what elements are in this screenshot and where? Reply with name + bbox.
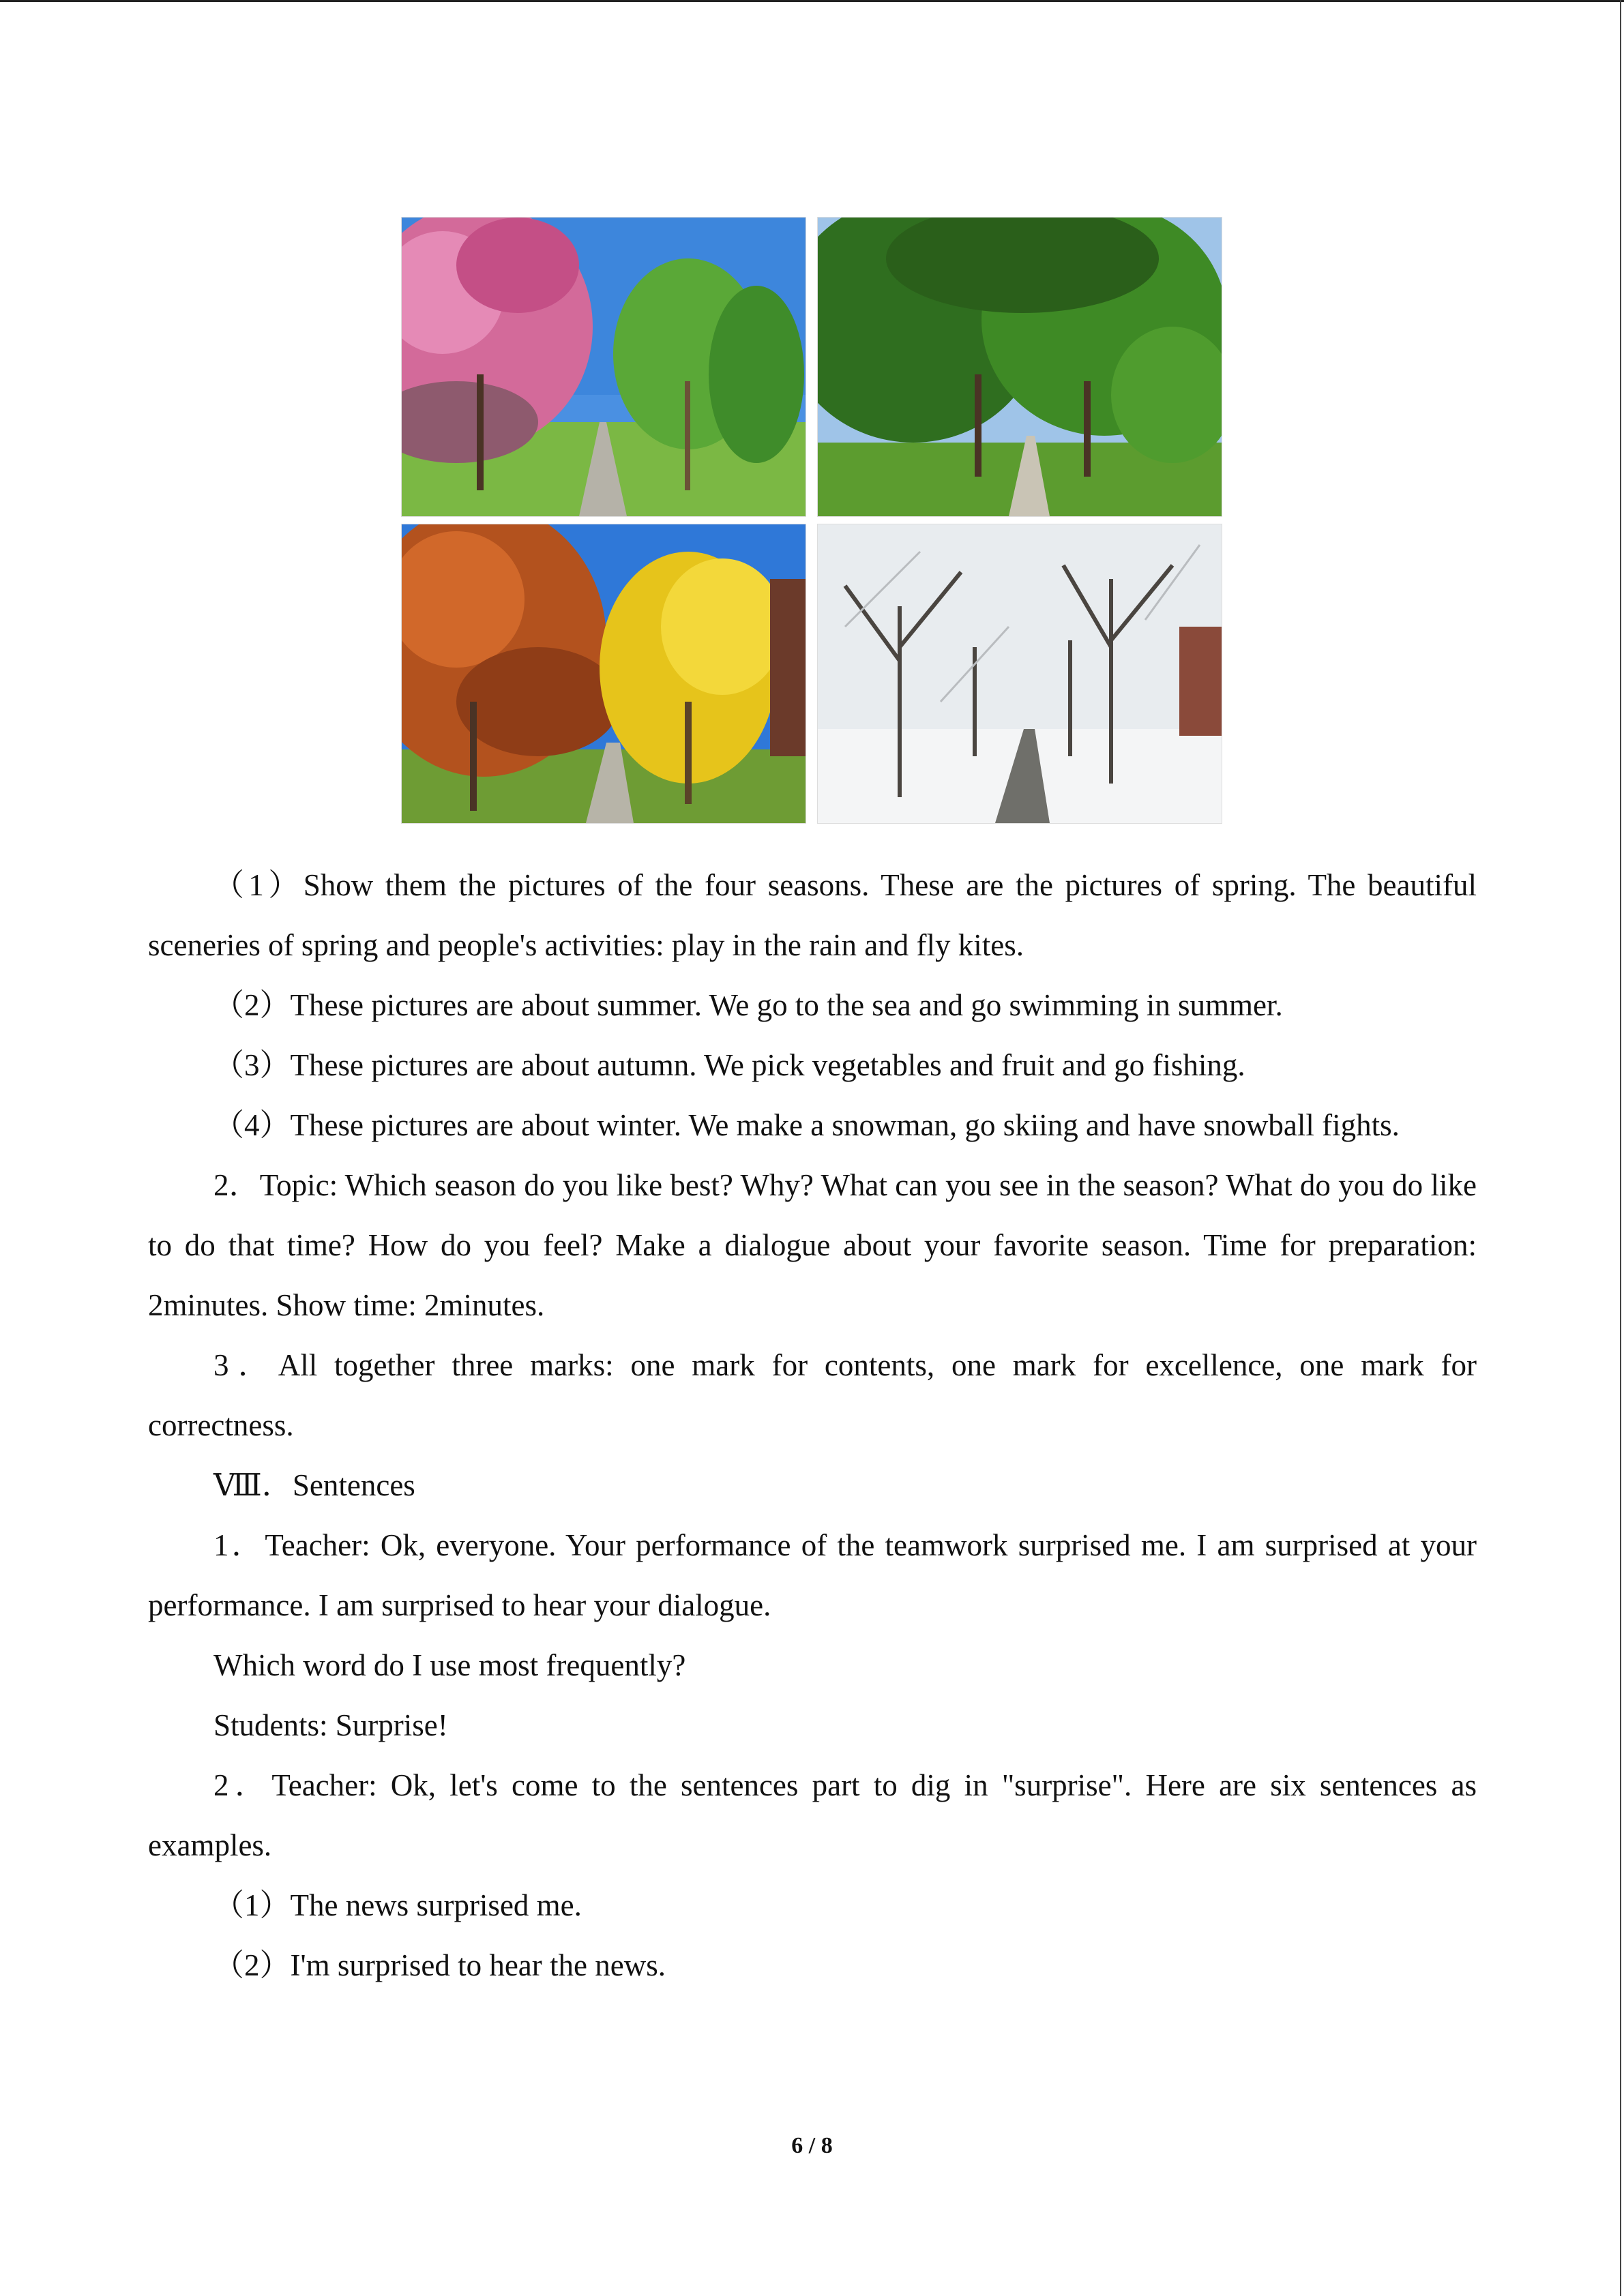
example-sentence-2: （2）I'm surprised to hear the news. xyxy=(213,1948,666,1982)
paragraph-students: Students: Surprise! xyxy=(213,1708,448,1742)
section-heading-sentences: Ⅷ．Sentences xyxy=(213,1468,415,1502)
paragraph-topic: 2．Topic: Which season do you like best? Why? What can you see in the season? What do you do like to do that time? How do you feel? Make a dialogue about your favorite season. Time for preparation: 2minutes. Show time: 2minutes. xyxy=(148,1168,1477,1322)
summer-photo xyxy=(817,217,1222,517)
paragraph-autumn: （3）These pictures are about autumn. We pick vegetables and fruit and go fishing. xyxy=(213,1048,1245,1082)
paragraph-winter: （4）These pictures are about winter. We make a snowman, go skiing and have snowball fights. xyxy=(213,1108,1400,1142)
page-number: 6 / 8 xyxy=(791,2133,833,2158)
body-text xyxy=(148,855,1477,1995)
paragraph-teacher-2: 2．Teacher: Ok, let's come to the sentences part to dig in "surprise". Here are six sentences as examples. xyxy=(148,1768,1477,1862)
page-right-border xyxy=(1620,0,1621,2296)
winter-photo xyxy=(817,524,1222,824)
autumn-photo xyxy=(401,524,806,824)
paragraph-question: Which word do I use most frequently? xyxy=(213,1648,686,1682)
page-top-border xyxy=(0,0,1624,2)
paragraph-spring: （1）Show them the pictures of the four seasons. These are the pictures of spring. The beautiful sceneries of spring and people's activities: play in the rain and fly kites. xyxy=(148,868,1477,962)
example-sentence-1: （1）The news surprised me. xyxy=(213,1888,582,1922)
four-seasons-collage xyxy=(401,217,1221,822)
paragraph-summer: （2）These pictures are about summer. We go to the sea and go swimming in summer. xyxy=(213,988,1283,1022)
paragraph-marks: 3．All together three marks: one mark for contents, one mark for excellence, one mark for correctness. xyxy=(148,1348,1477,1442)
spring-photo xyxy=(401,217,806,517)
paragraph-teacher-1: 1．Teacher: Ok, everyone. Your performance of the teamwork surprised me. I am surprised at your performance. I am surprised to hear your dialogue. xyxy=(148,1528,1477,1622)
